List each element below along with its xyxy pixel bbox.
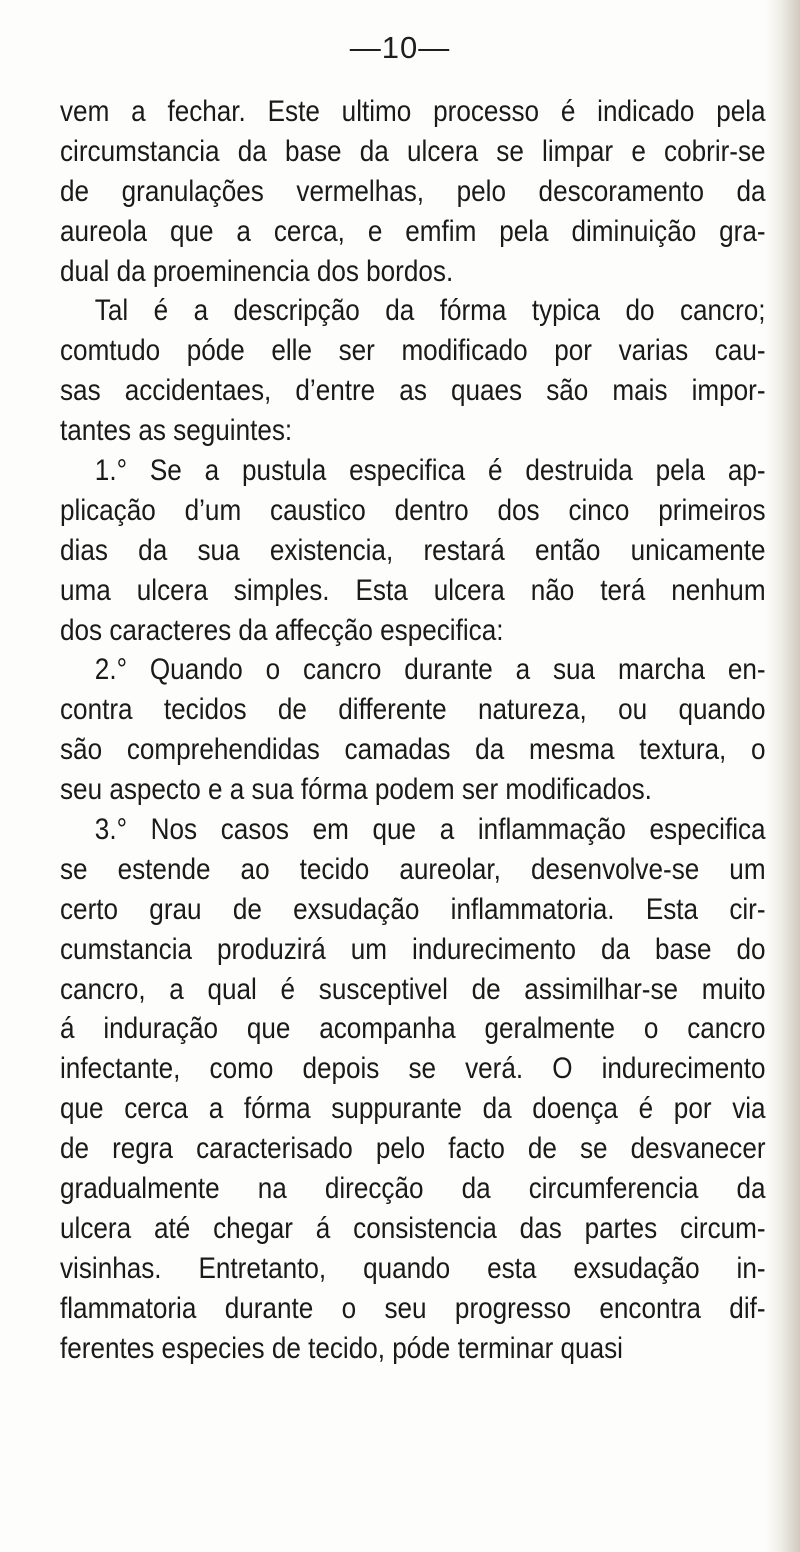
- text-line: de regra caracterisado pelo facto de se desvanecer: [60, 1132, 766, 1166]
- text-line: á induração que acompanha geralmente o cancro: [60, 1012, 766, 1046]
- text-line: dos caracteres da affecção especifica:: [60, 613, 504, 647]
- text-line: sas accidentaes, d’entre as quaes são mais impor-: [60, 374, 766, 408]
- text-line: vem a fechar. Este ultimo processo é indicado pela: [60, 95, 766, 128]
- text-line: circumstancia da base da ulcera se limpar e cobrir-se: [60, 134, 766, 168]
- text-line: visinhas. Entretanto, quando esta exsudação in-: [60, 1251, 766, 1285]
- text-line: são comprehendidas camadas da mesma textura, o: [60, 733, 766, 767]
- text-line: aureola que a cerca, e emfim pela diminuição gra-: [60, 214, 766, 248]
- text-line: plicação d’um caustico dentro dos cinco primeiros: [60, 493, 766, 527]
- text-line: dual da proeminencia dos bordos.: [60, 254, 454, 288]
- text-line: dias da sua existencia, restará então unicamente: [60, 533, 766, 567]
- text-line: flammatoria durante o seu progresso encontra dif-: [60, 1291, 766, 1325]
- text-line: 2.° Quando o cancro durante a sua marcha en-: [94, 653, 766, 687]
- text-line: uma ulcera simples. Esta ulcera não terá nenhum: [60, 573, 766, 607]
- text-line: seu aspecto e a sua fórma podem ser modificados.: [60, 773, 652, 807]
- text-line: que cerca a fórma suppurante da doença é por via: [60, 1092, 766, 1126]
- text-line: cumstancia produzirá um indurecimento da base do: [60, 932, 766, 966]
- text-line: certo grau de exsudação inflammatoria. Esta cir-: [60, 892, 766, 926]
- text-line: de granulações vermelhas, pelo descoramento da: [60, 174, 766, 208]
- text-line: Tal é a descripção da fórma typica do cancro;: [94, 294, 766, 328]
- text-line: ferentes especies de tecido, póde terminar quasi: [60, 1331, 623, 1365]
- text-line: comtudo póde elle ser modificado por varias cau-: [60, 334, 766, 368]
- text-line: 1.° Se a pustula especifica é destruida pela ap-: [94, 454, 766, 488]
- body-text: [60, 92, 766, 1369]
- text-line: cancro, a qual é susceptivel de assimilhar-se muito: [60, 972, 766, 1006]
- text-line: tantes as seguintes:: [60, 414, 293, 448]
- text-line: 3.° Nos casos em que a inflammação especifica: [94, 813, 766, 847]
- text-line: infectante, como depois se verá. O indurecimento: [60, 1052, 766, 1086]
- text-line: ulcera até chegar á consistencia das partes circum-: [60, 1211, 766, 1245]
- page-edge-shadow: [766, 0, 800, 1552]
- text-line: contra tecidos de differente natureza, ou quando: [60, 693, 766, 727]
- page-number: —10—: [349, 30, 451, 65]
- text-line: gradualmente na direcção da circumferencia da: [60, 1172, 766, 1206]
- text-line: se estende ao tecido aureolar, desenvolve-se um: [60, 852, 766, 886]
